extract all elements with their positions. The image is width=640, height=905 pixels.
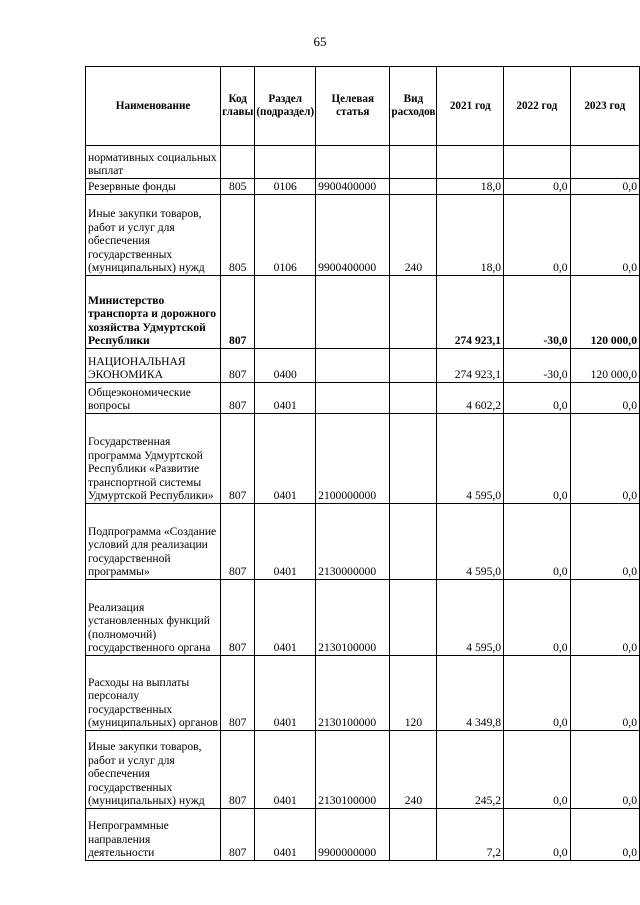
- cell-section: 0106: [255, 179, 316, 195]
- cell-section: 0400: [255, 349, 316, 383]
- cell-name: Иные закупки товаров, работ и услуг для обеспечения государственных (муниципальных) нужд: [86, 195, 221, 276]
- col-header-name: Наименование: [86, 67, 221, 146]
- cell-2023: [570, 146, 639, 179]
- cell-2023: 0,0: [570, 383, 639, 414]
- cell-2021: 274 923,1: [437, 349, 504, 383]
- cell-2021: 4 595,0: [437, 580, 504, 656]
- table-row: [86, 276, 640, 349]
- cell-section: [255, 146, 316, 179]
- cell-expense-type: [390, 504, 437, 580]
- cell-2021: 4 595,0: [437, 504, 504, 580]
- cell-2023: 0,0: [570, 179, 639, 195]
- cell-2021: 4 602,2: [437, 383, 504, 414]
- table-row: [86, 146, 640, 179]
- cell-2022: 0,0: [504, 414, 570, 504]
- cell-2023: 0,0: [570, 504, 639, 580]
- cell-code: 807: [221, 731, 255, 809]
- page-number: 65: [313, 34, 327, 49]
- cell-section: 0401: [255, 580, 316, 656]
- col-header-2021: 2021 год: [437, 67, 504, 146]
- cell-2022: 0,0: [504, 809, 570, 861]
- cell-2022: 0,0: [504, 504, 570, 580]
- cell-expense-type: 240: [390, 731, 437, 809]
- cell-article: [316, 146, 390, 179]
- cell-2022: 0,0: [504, 195, 570, 276]
- cell-2023: 0,0: [570, 809, 639, 861]
- cell-article: 9900000000: [316, 809, 390, 861]
- table-row: [86, 179, 640, 195]
- cell-name: НАЦИОНАЛЬНАЯ ЭКОНОМИКА: [86, 349, 221, 383]
- cell-2023: 120 000,0: [570, 276, 639, 349]
- table-row: [86, 809, 640, 861]
- cell-article: [316, 383, 390, 414]
- cell-2021: 274 923,1: [437, 276, 504, 349]
- cell-expense-type: [390, 383, 437, 414]
- cell-article: 2130100000: [316, 580, 390, 656]
- cell-article: 2130000000: [316, 504, 390, 580]
- cell-section: 0401: [255, 809, 316, 861]
- cell-article: 2130100000: [316, 656, 390, 731]
- cell-2022: -30,0: [504, 349, 570, 383]
- cell-section: 0401: [255, 731, 316, 809]
- cell-section: 0401: [255, 504, 316, 580]
- table-row: [86, 580, 640, 656]
- cell-2021: 18,0: [437, 179, 504, 195]
- cell-2023: 0,0: [570, 656, 639, 731]
- cell-code: 805: [221, 179, 255, 195]
- table-row: [86, 383, 640, 414]
- cell-expense-type: [390, 179, 437, 195]
- cell-2022: 0,0: [504, 179, 570, 195]
- cell-section: 0401: [255, 383, 316, 414]
- cell-2022: [504, 146, 570, 179]
- cell-expense-type: [390, 146, 437, 179]
- cell-article: 2100000000: [316, 414, 390, 504]
- cell-code: 807: [221, 349, 255, 383]
- cell-2022: 0,0: [504, 383, 570, 414]
- cell-name: Общеэкономические вопросы: [86, 383, 221, 414]
- cell-2021: 7,2: [437, 809, 504, 861]
- col-header-code: Код главы: [221, 67, 255, 146]
- cell-expense-type: [390, 809, 437, 861]
- cell-2021: [437, 146, 504, 179]
- col-header-section: Раздел (подраздел): [255, 67, 316, 146]
- cell-section: 0401: [255, 656, 316, 731]
- col-header-2023: 2023 год: [570, 67, 639, 146]
- cell-code: 807: [221, 504, 255, 580]
- cell-2023: 120 000,0: [570, 349, 639, 383]
- cell-name: Государственная программа Удмуртской Республики «Развитие транспортной системы Удмуртской Республики»: [86, 414, 221, 504]
- cell-2023: 0,0: [570, 580, 639, 656]
- table-row: [86, 731, 640, 809]
- cell-expense-type: 240: [390, 195, 437, 276]
- cell-article: [316, 349, 390, 383]
- table-row: [86, 414, 640, 504]
- cell-2023: 0,0: [570, 195, 639, 276]
- cell-code: 807: [221, 809, 255, 861]
- cell-article: [316, 276, 390, 349]
- cell-2021: 4 595,0: [437, 414, 504, 504]
- cell-expense-type: [390, 414, 437, 504]
- cell-code: 807: [221, 414, 255, 504]
- cell-2021: 18,0: [437, 195, 504, 276]
- table-row: [86, 504, 640, 580]
- cell-name: Подпрограмма «Создание условий для реализации государственной программы»: [86, 504, 221, 580]
- cell-code: 805: [221, 195, 255, 276]
- cell-article: 9900400000: [316, 179, 390, 195]
- cell-code: 807: [221, 383, 255, 414]
- cell-2023: 0,0: [570, 731, 639, 809]
- cell-expense-type: 120: [390, 656, 437, 731]
- col-header-expense-type: Вид расходов: [390, 67, 437, 146]
- cell-name: Непрограммные направления деятельности: [86, 809, 221, 861]
- cell-section: 0401: [255, 414, 316, 504]
- cell-article: 2130100000: [316, 731, 390, 809]
- cell-expense-type: [390, 276, 437, 349]
- cell-expense-type: [390, 580, 437, 656]
- cell-name: Расходы на выплаты персоналу государственных (муниципальных) органов: [86, 656, 221, 731]
- cell-name: Реализация установленных функций (полномочий) государственного органа: [86, 580, 221, 656]
- budget-table: [85, 66, 640, 861]
- cell-name: Резервные фонды: [86, 179, 221, 195]
- cell-code: 807: [221, 580, 255, 656]
- cell-2022: -30,0: [504, 276, 570, 349]
- cell-expense-type: [390, 349, 437, 383]
- cell-2021: 4 349,8: [437, 656, 504, 731]
- table-row: [86, 349, 640, 383]
- cell-name: Иные закупки товаров, работ и услуг для обеспечения государственных (муниципальных) нужд: [86, 731, 221, 809]
- cell-2022: 0,0: [504, 580, 570, 656]
- col-header-2022: 2022 год: [504, 67, 570, 146]
- cell-2022: 0,0: [504, 656, 570, 731]
- cell-2022: 0,0: [504, 731, 570, 809]
- cell-code: [221, 146, 255, 179]
- cell-2021: 245,2: [437, 731, 504, 809]
- table-row: [86, 195, 640, 276]
- cell-name: нормативных социальных выплат: [86, 146, 221, 179]
- cell-name: Министерство транспорта и дорожного хозяйства Удмуртской Республики: [86, 276, 221, 349]
- cell-2023: 0,0: [570, 414, 639, 504]
- cell-code: 807: [221, 276, 255, 349]
- table-row: [86, 656, 640, 731]
- col-header-article: Целевая статья: [316, 67, 390, 146]
- cell-section: [255, 276, 316, 349]
- header-row: [86, 67, 640, 146]
- cell-article: 9900400000: [316, 195, 390, 276]
- cell-code: 807: [221, 656, 255, 731]
- cell-section: 0106: [255, 195, 316, 276]
